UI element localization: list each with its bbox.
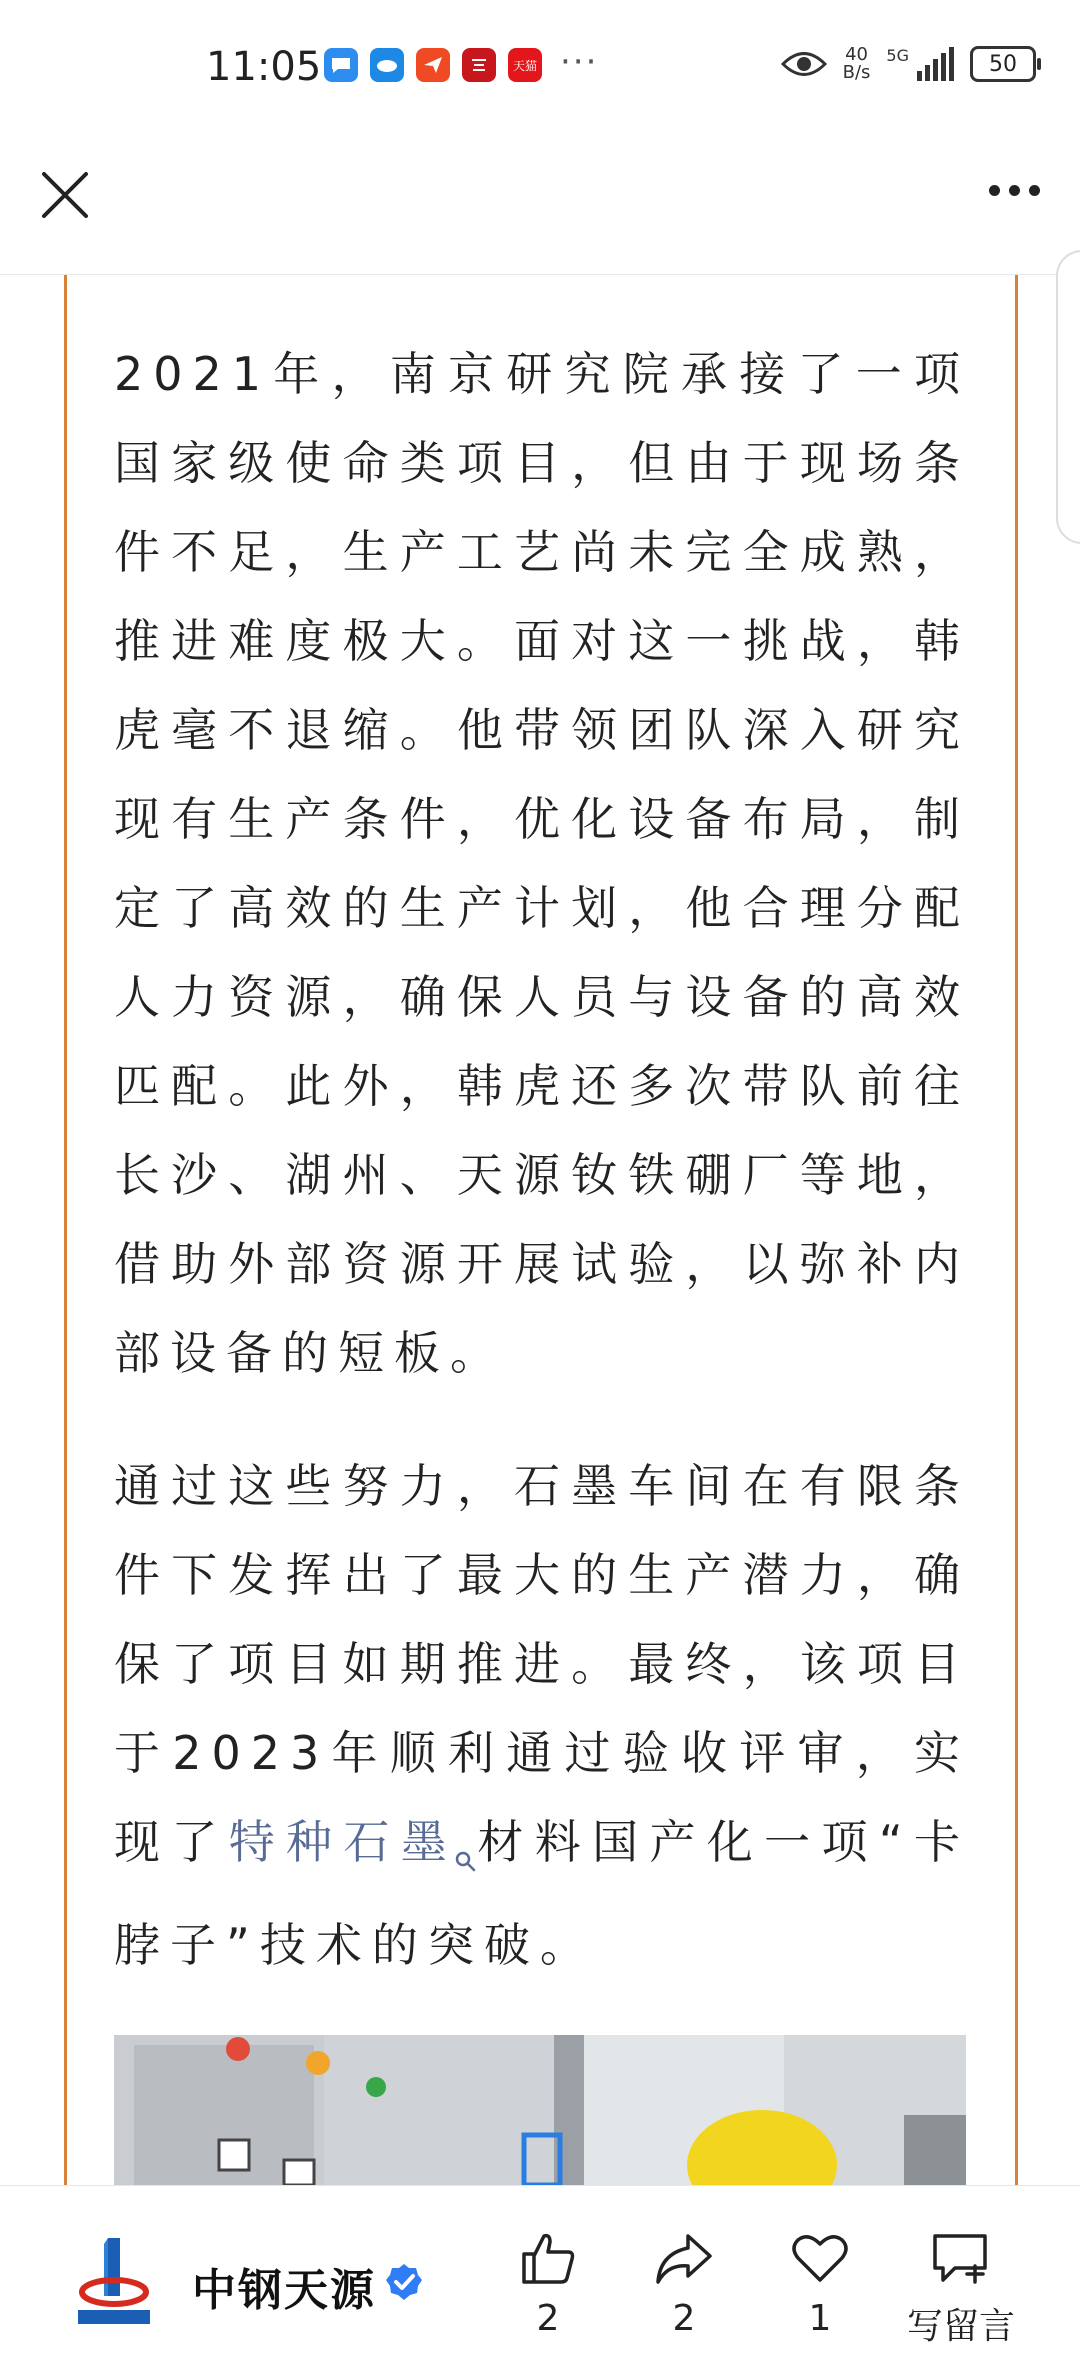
network-speed-value: 40	[845, 44, 868, 65]
close-button[interactable]	[40, 170, 90, 220]
share-arrow-icon	[652, 2226, 716, 2290]
system-status	[781, 46, 1036, 82]
status-bar	[0, 0, 1080, 140]
sinosteel-logo-icon	[74, 2234, 154, 2330]
battery-icon	[970, 46, 1036, 82]
equipment-photo	[114, 2035, 966, 2185]
favorite-button[interactable]	[760, 2226, 880, 2339]
study-app-icon	[462, 48, 496, 82]
write-comment-button[interactable]	[896, 2226, 1026, 2349]
account-logo[interactable]	[74, 2234, 154, 2330]
tmall-app-icon	[508, 48, 542, 82]
paragraph-2-text-before: 通过这些努力，石墨车间在有限条件下发挥出了最大的生产潜力，确保了项目如期推进。最终，该项目于2023年顺利通过验收评审，实现了	[114, 1459, 970, 1869]
account-name[interactable]: 中钢天源	[192, 2265, 376, 2316]
article-body	[114, 330, 970, 2034]
more-dot	[1009, 185, 1020, 196]
battery-level: 50	[989, 51, 1017, 77]
verified-badge-icon	[384, 2262, 424, 2302]
more-dot	[989, 185, 1000, 196]
side-drawer-handle[interactable]	[1056, 250, 1080, 544]
cloud-app-icon	[370, 48, 404, 82]
heart-icon	[788, 2226, 852, 2290]
share-button[interactable]	[624, 2226, 744, 2339]
article-paragraph-2	[114, 1442, 970, 1990]
network-speed	[843, 46, 871, 82]
article-photo[interactable]	[114, 2035, 966, 2185]
more-dot	[1029, 185, 1040, 196]
comment-plus-icon	[929, 2226, 993, 2290]
paragraph-2-text-after: 材料国产化一项“卡脖子”技术的突破。	[114, 1815, 970, 1972]
title-bar	[0, 140, 1080, 275]
eye-icon	[781, 49, 827, 79]
close-icon	[40, 170, 90, 220]
notification-icons	[324, 48, 542, 82]
keyword-search-link[interactable]: 特种石墨	[228, 1815, 459, 1869]
signal-icon	[917, 47, 954, 81]
like-button[interactable]	[488, 2226, 608, 2339]
bottom-action-bar	[0, 2185, 1080, 2377]
status-time: 11:05	[206, 44, 322, 90]
thumbs-up-icon	[516, 2226, 580, 2290]
write-comment-label: 写留言	[906, 2306, 1015, 2347]
like-count: 2	[536, 2298, 560, 2339]
share-count: 2	[672, 2298, 696, 2339]
favorite-count: 1	[808, 2298, 832, 2339]
message-app-icon	[324, 48, 358, 82]
network-type: 5G	[886, 46, 909, 65]
search-icon[interactable]	[454, 1812, 476, 1901]
article-paragraph-1: 2021年，南京研究院承接了一项国家级使命类项目，但由于现场条件不足，生产工艺尚未完全成熟，推进难度极大。面对这一挑战，韩虎毫不退缩。他带领团队深入研究现有生产条件，优化设备布局，制定了高效的生产计划，他合理分配人力资源，确保人员与设备的高效匹配。此外，韩虎还多次带队前往长沙、湖州、天源钕铁硼厂等地，借助外部资源开展试验，以弥补内部设备的短板。	[114, 347, 970, 1380]
more-options-button[interactable]	[989, 185, 1040, 196]
network-speed-unit: B/s	[842, 62, 871, 83]
paper-plane-app-icon	[416, 48, 450, 82]
tmall-icon-label: 天猫	[512, 58, 537, 73]
more-notifications-icon: ···	[560, 42, 599, 82]
